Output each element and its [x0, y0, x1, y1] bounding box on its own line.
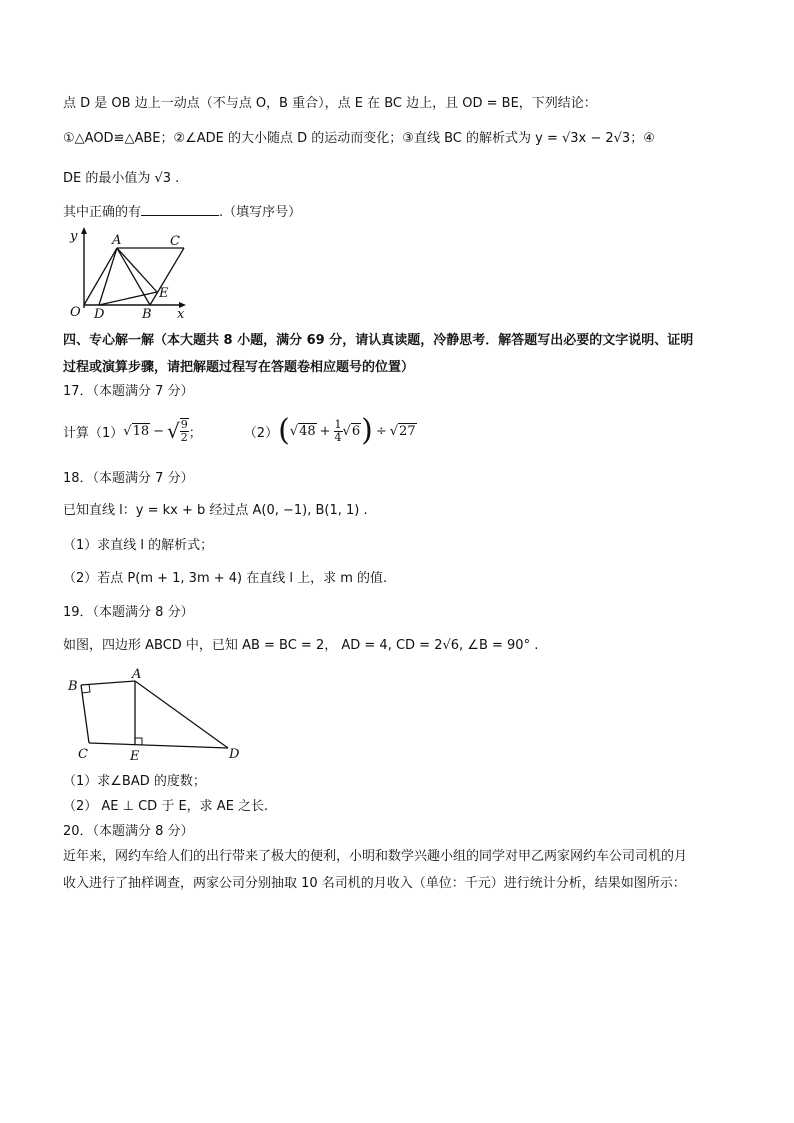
fig16-label-x: x: [177, 307, 185, 320]
p17-fraction-9-2: [180, 418, 189, 444]
p17-sqrt27: 27: [399, 424, 416, 439]
p17-part2: （2）: [243, 425, 279, 441]
p17-den: 2: [180, 431, 188, 444]
p17-sqrt18: 18: [132, 424, 150, 439]
p16-prompt-tail: .（填写序号）: [219, 205, 302, 220]
p19-stem: 如图，四边形 ABCD 中，已知 AB = BC = 2， AD = 4, CD = 2√6, ∠B = 90° .: [63, 638, 539, 653]
p20-line2: 收入进行了抽样调查，两家公司分别抽取 10 名司机的月收入（单位：千元）进行统计分析，结果如图所示：: [63, 876, 686, 891]
p20-line1: 近年来，网约车给人们的出行带来了极大的便利，小明和数学兴趣小组的同学对甲乙两家网约车公司司机的月: [63, 849, 688, 864]
p17-sep: ；: [188, 425, 202, 441]
fig16-label-y: y: [70, 229, 78, 244]
p16-line4: [63, 201, 301, 220]
p18-q2: （2）若点 P(m + 1, 3m + 4) 在直线 l 上，求 m 的值.: [63, 571, 388, 586]
p20-title: 20．（本题满分 8 分）: [63, 824, 194, 839]
section-heading-2: 过程或演算步骤，请把解题过程写在答题卷相应题号的位置）: [63, 360, 415, 375]
p17-div: ÷: [375, 423, 387, 439]
fig16-label-O: O: [70, 305, 81, 320]
p19-q2: （2） AE ⊥ CD 于 E，求 AE 之长.: [63, 799, 269, 814]
p16-prompt: 其中正确的有: [63, 205, 142, 220]
p17-minus: −: [153, 423, 165, 439]
fig16-label-E: E: [159, 286, 169, 301]
answer-blank[interactable]: [141, 203, 219, 216]
p18-title: 18．（本题满分 7 分）: [63, 471, 194, 486]
fig19-label-B: B: [68, 679, 78, 694]
fig16-label-C: C: [170, 234, 180, 249]
p16-line3: DE 的最小值为 √3 .: [63, 171, 180, 186]
p19-figure: [64, 668, 244, 762]
p17-fraction-1-4: [334, 419, 343, 444]
section-heading-1: 四、专心解一解（本大题共 8 小题，满分 69 分，请认真读题，冷静思考．解答题写出必要的文字说明、证明: [63, 333, 694, 348]
p17-sqrt48: 48: [299, 424, 316, 439]
fig16-label-B: B: [142, 307, 152, 320]
p18-stem: 已知直线 l：y = kx + b 经过点 A(0, −1), B(1, 1) .: [63, 503, 368, 518]
p16-line1: 点 D 是 OB 边上一动点（不与点 O，B 重合），点 E 在 BC 边上，且 OD = BE，下列结论：: [63, 96, 597, 111]
fig19-label-E: E: [130, 749, 140, 762]
p17-title: 17．（本题满分 7 分）: [63, 384, 194, 399]
p17-expression: 计算（1） √ 18 − √ $\frac{9}{2}$ ； （2） ( √ 48 + $\frac{1}{4}$ √ 6 ) ÷ √ 27: [63, 413, 416, 448]
fig16-label-D: D: [94, 307, 105, 320]
p19-title: 19．（本题满分 8 分）: [63, 605, 194, 620]
p16-figure: [62, 226, 197, 320]
p17-qnum: 1: [334, 417, 342, 431]
p17-qden: 4: [334, 430, 342, 444]
fig19-label-D: D: [229, 747, 240, 762]
p17-num: 9: [180, 418, 188, 431]
p16-line2: ①△AOD≌△ABE；②∠ADE 的大小随点 D 的运动而变化；③直线 BC 的解析式为 y = √3x − 2√3；④: [63, 131, 655, 146]
fig19-label-A: A: [132, 668, 142, 682]
p18-q1: （1）求直线 l 的解析式；: [63, 538, 214, 553]
p19-q1: （1）求∠BAD 的度数；: [63, 774, 206, 789]
p17-prefix: 计算（1）: [63, 425, 124, 441]
fig19-label-C: C: [78, 747, 88, 762]
p17-plus: +: [319, 423, 331, 439]
fig16-label-A: A: [112, 233, 122, 248]
p17-sqrt6: 6: [351, 424, 361, 439]
